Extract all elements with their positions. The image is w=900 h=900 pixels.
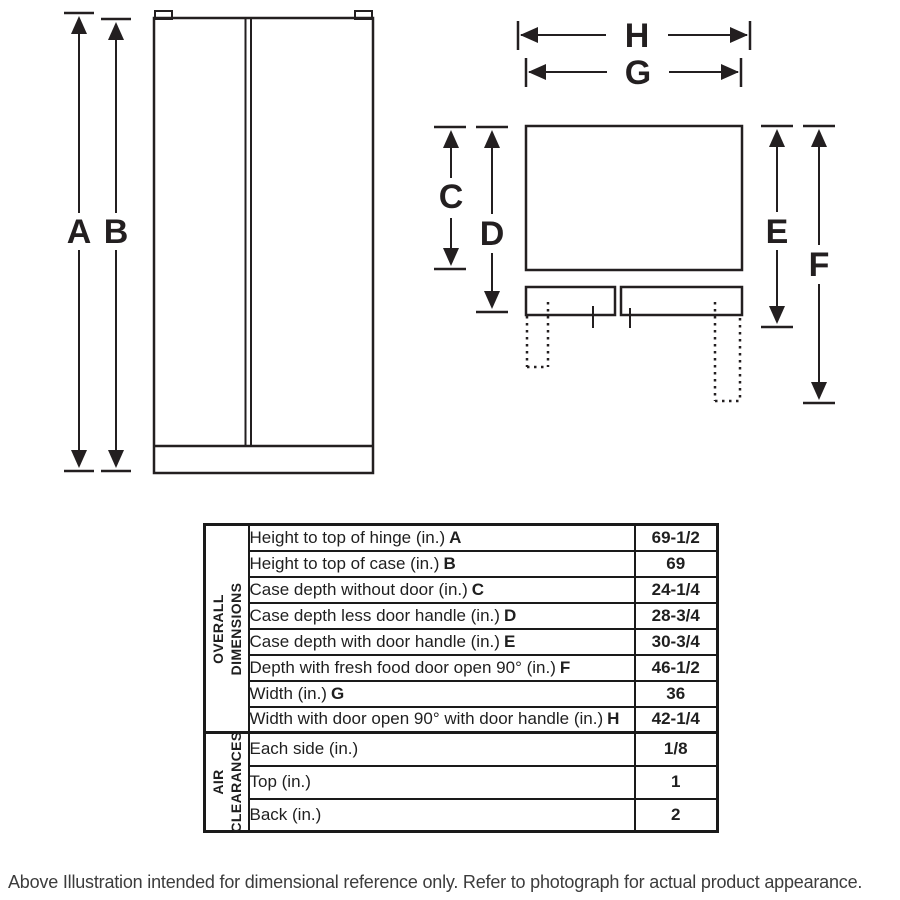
- dim-arrow-d: [476, 127, 508, 312]
- row-label: Height to top of hinge (in.) A: [249, 525, 635, 551]
- row-label: Width (in.) G: [249, 681, 635, 707]
- dim-arrow-b: [101, 19, 131, 471]
- label-h: H: [624, 17, 650, 55]
- section-header-line: AIR: [209, 769, 226, 795]
- row-label: Height to top of case (in.) B: [249, 551, 635, 577]
- section-header-line: DIMENSIONS: [227, 582, 244, 675]
- fresh-food-handle-dotted: [715, 302, 740, 401]
- dim-arrow-c: [434, 127, 466, 269]
- row-label: Back (in.): [249, 799, 635, 832]
- section-header-line: CLEARANCES: [227, 731, 244, 833]
- row-label: Case depth less door handle (in.) D: [249, 603, 635, 629]
- table-row: [205, 733, 718, 766]
- section-header-air-clearances: [205, 733, 249, 832]
- row-label: Case depth without door (in.) C: [249, 577, 635, 603]
- row-value: 30-3/4: [635, 629, 718, 655]
- label-e: E: [765, 213, 789, 251]
- row-value: 46-1/2: [635, 655, 718, 681]
- table-row: [205, 551, 718, 577]
- label-g: G: [624, 54, 652, 92]
- table-row: [205, 799, 718, 832]
- dim-arrow-f: [803, 126, 835, 403]
- table-row: [205, 655, 718, 681]
- row-label: Width with door open 90° with door handle (in.) H: [249, 707, 635, 733]
- case-top-view: [526, 126, 742, 270]
- row-label: Top (in.): [249, 766, 635, 799]
- table-row: [205, 629, 718, 655]
- row-label: Depth with fresh food door open 90° (in.) F: [249, 655, 635, 681]
- table-row: [205, 681, 718, 707]
- row-value: 1/8: [635, 733, 718, 766]
- dimensions-table: [203, 523, 719, 833]
- section-header-line: OVERALL: [209, 593, 226, 664]
- row-value: 42-1/4: [635, 707, 718, 733]
- row-value: 24-1/4: [635, 577, 718, 603]
- dim-arrow-g: [526, 54, 741, 92]
- freezer-door-top-view: [526, 287, 615, 315]
- fresh-food-door-top-view: [621, 287, 742, 315]
- row-value: 69-1/2: [635, 525, 718, 551]
- table-row: [205, 577, 718, 603]
- label-f: F: [808, 246, 830, 284]
- table-row: [205, 707, 718, 733]
- label-b: B: [103, 213, 129, 251]
- row-value: 28-3/4: [635, 603, 718, 629]
- dim-arrow-e: [761, 126, 793, 327]
- section-header-overall-dimensions: [205, 525, 249, 733]
- table-row: [205, 603, 718, 629]
- label-d: D: [479, 215, 505, 253]
- freezer-handle-dotted: [527, 302, 548, 367]
- table-row: [205, 525, 718, 551]
- caption: Above Illustration intended for dimensional reference only. Refer to photograph for actual product appearance.: [8, 872, 863, 892]
- row-value: 1: [635, 766, 718, 799]
- row-label: Each side (in.): [249, 733, 635, 766]
- label-a: A: [66, 213, 92, 251]
- row-label: Case depth with door handle (in.) E: [249, 629, 635, 655]
- label-c: C: [438, 178, 464, 216]
- fridge-body: [154, 18, 373, 473]
- table-row: [205, 766, 718, 799]
- front-view: [154, 11, 373, 473]
- dim-arrow-h: [518, 17, 750, 55]
- row-value: 69: [635, 551, 718, 577]
- row-value: 36: [635, 681, 718, 707]
- row-value: 2: [635, 799, 718, 832]
- top-view: [526, 126, 742, 401]
- dim-arrow-a: [64, 13, 94, 471]
